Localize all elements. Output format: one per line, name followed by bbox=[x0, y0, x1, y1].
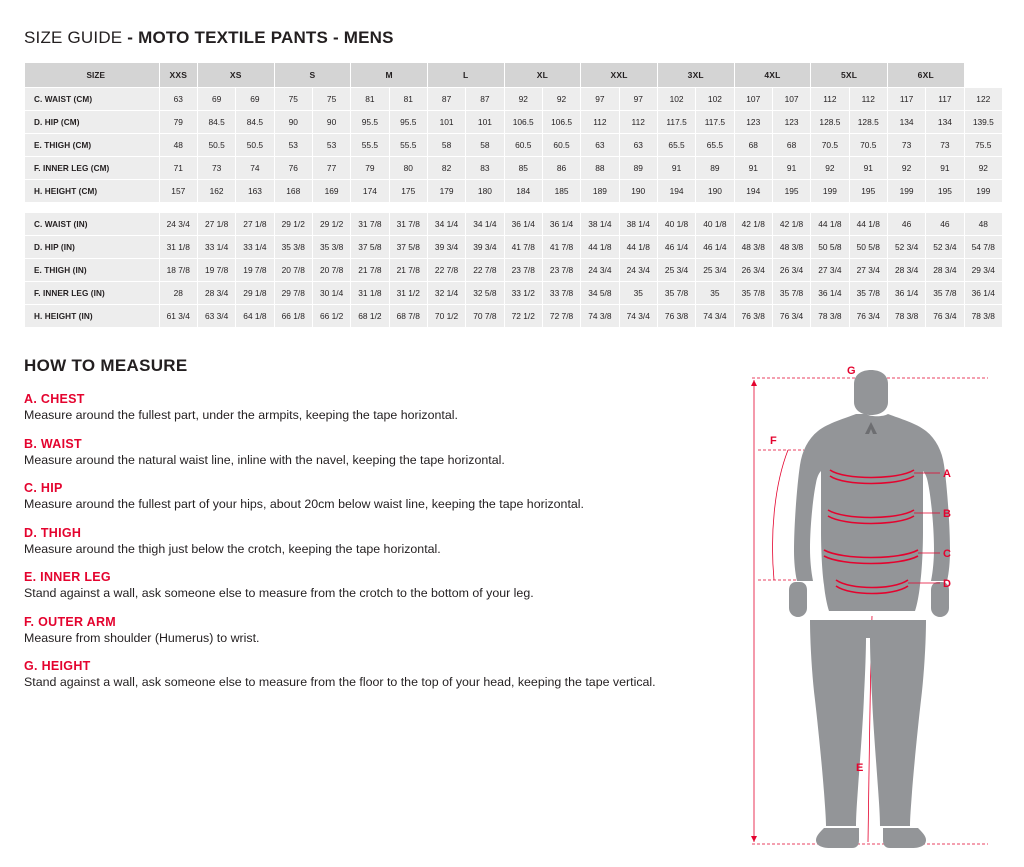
table-cell: 123 bbox=[734, 111, 772, 134]
table-cell: 26 3/4 bbox=[734, 259, 772, 282]
table-cell: 23 7/8 bbox=[504, 259, 542, 282]
table-cell: 73 bbox=[887, 134, 925, 157]
table-cell: 34 1/4 bbox=[466, 213, 504, 236]
table-cell: 35 bbox=[619, 282, 657, 305]
table-size-header: XS bbox=[197, 63, 274, 88]
table-cell: 31 1/8 bbox=[159, 236, 197, 259]
table-cell: 53 bbox=[274, 134, 312, 157]
table-cell: 65.5 bbox=[696, 134, 734, 157]
table-cell: 52 3/4 bbox=[887, 236, 925, 259]
table-cell: 139.5 bbox=[964, 111, 1002, 134]
figure-label-d: D bbox=[943, 578, 951, 590]
table-cell: 48 bbox=[159, 134, 197, 157]
table-cell: 19 7/8 bbox=[197, 259, 235, 282]
table-cell: 35 3/8 bbox=[312, 236, 350, 259]
table-row bbox=[25, 282, 1003, 305]
table-row-header: C. WAIST (CM) bbox=[25, 88, 160, 111]
table-size-header: 4XL bbox=[734, 63, 811, 88]
table-cell: 65.5 bbox=[657, 134, 695, 157]
table-cell: 66 1/8 bbox=[274, 305, 312, 328]
table-cell: 35 bbox=[696, 282, 734, 305]
table-cell: 66 1/2 bbox=[312, 305, 350, 328]
measure-item-title: F. OUTER ARM bbox=[24, 614, 117, 629]
table-cell: 44 1/8 bbox=[849, 213, 887, 236]
table-cell: 85 bbox=[504, 157, 542, 180]
table-row-header: D. HIP (CM) bbox=[25, 111, 160, 134]
figure-label-a: A bbox=[943, 468, 951, 480]
table-cell: 91 bbox=[926, 157, 964, 180]
table-cell: 58 bbox=[427, 134, 465, 157]
table-cell: 21 7/8 bbox=[389, 259, 427, 282]
table-cell: 92 bbox=[887, 157, 925, 180]
table-cell: 68 bbox=[772, 134, 810, 157]
table-cell: 91 bbox=[849, 157, 887, 180]
table-cell: 68 1/2 bbox=[351, 305, 389, 328]
table-cell: 89 bbox=[619, 157, 657, 180]
table-cell: 33 1/4 bbox=[197, 236, 235, 259]
table-cell: 123 bbox=[772, 111, 810, 134]
table-cell: 28 3/4 bbox=[887, 259, 925, 282]
table-cell: 76 3/4 bbox=[926, 305, 964, 328]
table-cell: 162 bbox=[197, 180, 235, 203]
table-cell: 163 bbox=[236, 180, 274, 203]
table-cell: 75 bbox=[312, 88, 350, 111]
table-cell: 86 bbox=[542, 157, 580, 180]
table-cell: 46 bbox=[926, 213, 964, 236]
table-cell: 112 bbox=[811, 88, 849, 111]
figure-label-g: G bbox=[847, 366, 856, 377]
measure-item-description: Measure around the natural waist line, inline with the navel, keeping the tape horizontal. bbox=[24, 452, 505, 467]
table-cell: 134 bbox=[926, 111, 964, 134]
measure-item-title: D. THIGH bbox=[24, 525, 82, 540]
table-cell: 50.5 bbox=[197, 134, 235, 157]
table-cell: 194 bbox=[657, 180, 695, 203]
figure-svg bbox=[744, 366, 1006, 856]
table-cell: 36 1/4 bbox=[542, 213, 580, 236]
table-cell: 76 3/8 bbox=[734, 305, 772, 328]
table-cell: 68 7/8 bbox=[389, 305, 427, 328]
table-row-header: H. HEIGHT (IN) bbox=[25, 305, 160, 328]
table-cell: 44 1/8 bbox=[619, 236, 657, 259]
table-cell: 97 bbox=[581, 88, 619, 111]
table-cell: 83 bbox=[466, 157, 504, 180]
measure-item bbox=[24, 437, 769, 469]
table-cell: 88 bbox=[581, 157, 619, 180]
measure-item-description: Stand against a wall, ask someone else to measure from the floor to the top of your head, keeping the tape vertical. bbox=[24, 675, 656, 689]
table-row-header: D. HIP (IN) bbox=[25, 236, 160, 259]
table-cell: 122 bbox=[964, 88, 1002, 111]
table-cell: 70.5 bbox=[811, 134, 849, 157]
table-row-header: F. INNER LEG (IN) bbox=[25, 282, 160, 305]
table-cell: 174 bbox=[351, 180, 389, 203]
measure-item-title: B. WAIST bbox=[24, 436, 82, 451]
table-cell: 76 3/4 bbox=[849, 305, 887, 328]
table-size-header: L bbox=[427, 63, 504, 88]
table-cell: 24 3/4 bbox=[581, 259, 619, 282]
table-cell: 29 7/8 bbox=[274, 282, 312, 305]
table-cell: 82 bbox=[427, 157, 465, 180]
table-cell: 31 1/8 bbox=[351, 282, 389, 305]
table-cell: 70 1/2 bbox=[427, 305, 465, 328]
table-cell: 106.5 bbox=[542, 111, 580, 134]
table-cell: 72 1/2 bbox=[504, 305, 542, 328]
table-cell: 38 1/4 bbox=[619, 213, 657, 236]
body-silhouette bbox=[789, 370, 950, 848]
table-cell: 69 bbox=[236, 88, 274, 111]
table-size-header: 3XL bbox=[657, 63, 734, 88]
table-cell: 34 5/8 bbox=[581, 282, 619, 305]
table-cell: 35 3/8 bbox=[274, 236, 312, 259]
table-cell: 169 bbox=[312, 180, 350, 203]
table-cell: 39 3/4 bbox=[466, 236, 504, 259]
table-cell: 21 7/8 bbox=[351, 259, 389, 282]
table-cell: 185 bbox=[542, 180, 580, 203]
table-cell: 112 bbox=[849, 88, 887, 111]
table-cell: 64 1/8 bbox=[236, 305, 274, 328]
table-cell: 63 bbox=[159, 88, 197, 111]
table-cell: 199 bbox=[964, 180, 1002, 203]
table-cell: 112 bbox=[581, 111, 619, 134]
table-body bbox=[25, 88, 1003, 328]
table-cell: 33 7/8 bbox=[542, 282, 580, 305]
table-row-header: E. THIGH (CM) bbox=[25, 134, 160, 157]
table-cell: 102 bbox=[696, 88, 734, 111]
table-cell: 44 1/8 bbox=[811, 213, 849, 236]
table-size-header: 6XL bbox=[887, 63, 964, 88]
table-cell: 22 7/8 bbox=[427, 259, 465, 282]
table-cell: 27 3/4 bbox=[849, 259, 887, 282]
table-cell: 24 3/4 bbox=[159, 213, 197, 236]
table-cell: 58 bbox=[466, 134, 504, 157]
table-cell: 60.5 bbox=[504, 134, 542, 157]
table-cell: 40 1/8 bbox=[657, 213, 695, 236]
table-cell: 37 5/8 bbox=[351, 236, 389, 259]
how-to-measure-title: HOW TO MEASURE bbox=[24, 356, 188, 375]
table-cell: 55.5 bbox=[389, 134, 427, 157]
table-cell: 22 7/8 bbox=[466, 259, 504, 282]
table-cell: 33 1/2 bbox=[504, 282, 542, 305]
table-cell: 25 3/4 bbox=[657, 259, 695, 282]
table-cell: 117.5 bbox=[657, 111, 695, 134]
table-cell: 41 7/8 bbox=[542, 236, 580, 259]
table-cell: 29 1/2 bbox=[274, 213, 312, 236]
table-cell: 80 bbox=[389, 157, 427, 180]
table-cell: 40 1/8 bbox=[696, 213, 734, 236]
table-cell: 73 bbox=[926, 134, 964, 157]
measure-item-description: Measure from shoulder (Humerus) to wrist. bbox=[24, 630, 260, 645]
table-cell: 32 1/4 bbox=[427, 282, 465, 305]
table-cell: 53 bbox=[312, 134, 350, 157]
table-cell: 72 7/8 bbox=[542, 305, 580, 328]
table-cell: 36 1/4 bbox=[964, 282, 1002, 305]
measure-item-description: Stand against a wall, ask someone else to measure from the crotch to the bottom of your leg. bbox=[24, 586, 534, 600]
table-cell: 52 3/4 bbox=[926, 236, 964, 259]
table-cell: 175 bbox=[389, 180, 427, 203]
table-cell: 179 bbox=[427, 180, 465, 203]
table-row bbox=[25, 259, 1003, 282]
table-cell: 28 3/4 bbox=[926, 259, 964, 282]
table-cell: 97 bbox=[619, 88, 657, 111]
table-cell: 29 1/2 bbox=[312, 213, 350, 236]
table-cell: 34 1/4 bbox=[427, 213, 465, 236]
table-row-header: H. HEIGHT (CM) bbox=[25, 180, 160, 203]
table-cell: 199 bbox=[887, 180, 925, 203]
page-title bbox=[24, 28, 1002, 48]
figure-label-f: F bbox=[770, 435, 777, 447]
table-cell: 27 3/4 bbox=[811, 259, 849, 282]
table-cell: 117 bbox=[887, 88, 925, 111]
table-cell: 63 3/4 bbox=[197, 305, 235, 328]
table-cell: 195 bbox=[849, 180, 887, 203]
page-title-primary: SIZE GUIDE bbox=[24, 28, 123, 47]
table-corner-header: SIZE bbox=[25, 63, 160, 88]
table-cell: 190 bbox=[619, 180, 657, 203]
how-to-measure-list bbox=[24, 392, 769, 691]
table-cell: 107 bbox=[772, 88, 810, 111]
table-cell: 27 1/8 bbox=[236, 213, 274, 236]
table-cell: 74 3/8 bbox=[581, 305, 619, 328]
table-size-header: 5XL bbox=[811, 63, 888, 88]
table-cell: 55.5 bbox=[351, 134, 389, 157]
measure-item bbox=[24, 570, 769, 602]
table-cell: 48 bbox=[964, 213, 1002, 236]
table-cell: 19 7/8 bbox=[236, 259, 274, 282]
measure-item-title: G. HEIGHT bbox=[24, 659, 91, 673]
table-cell: 195 bbox=[772, 180, 810, 203]
table-cell: 71 bbox=[159, 157, 197, 180]
table-cell: 70 7/8 bbox=[466, 305, 504, 328]
table-cell: 90 bbox=[312, 111, 350, 134]
table-cell: 75.5 bbox=[964, 134, 1002, 157]
table-cell: 28 bbox=[159, 282, 197, 305]
table-cell: 61 3/4 bbox=[159, 305, 197, 328]
table-cell: 102 bbox=[657, 88, 695, 111]
table-size-header: XL bbox=[504, 63, 581, 88]
table-cell: 199 bbox=[811, 180, 849, 203]
table-cell: 29 3/4 bbox=[964, 259, 1002, 282]
figure-label-e: E bbox=[856, 762, 864, 774]
table-cell: 63 bbox=[619, 134, 657, 157]
measure-item-title: C. HIP bbox=[24, 481, 63, 495]
table-cell: 81 bbox=[389, 88, 427, 111]
table-spacer-cell bbox=[25, 203, 1003, 213]
table-row bbox=[25, 180, 1003, 203]
table-cell: 46 1/4 bbox=[657, 236, 695, 259]
table-cell: 48 3/8 bbox=[734, 236, 772, 259]
table-cell: 87 bbox=[466, 88, 504, 111]
table-cell: 190 bbox=[696, 180, 734, 203]
table-cell: 91 bbox=[657, 157, 695, 180]
table-cell: 91 bbox=[772, 157, 810, 180]
table-cell: 46 bbox=[887, 213, 925, 236]
table-cell: 84.5 bbox=[197, 111, 235, 134]
table-head bbox=[25, 63, 1003, 88]
table-cell: 36 1/4 bbox=[811, 282, 849, 305]
measure-item bbox=[24, 659, 769, 691]
table-cell: 87 bbox=[427, 88, 465, 111]
table-cell: 50.5 bbox=[236, 134, 274, 157]
table-cell: 101 bbox=[427, 111, 465, 134]
measure-item-description: Measure around the thigh just below the crotch, keeping the tape horizontal. bbox=[24, 541, 441, 556]
measure-item bbox=[24, 615, 769, 647]
table-size-header: XXL bbox=[581, 63, 658, 88]
table-row bbox=[25, 305, 1003, 328]
measure-item-description: Measure around the fullest part, under the armpits, keeping the tape horizontal. bbox=[24, 408, 458, 422]
table-cell: 26 3/4 bbox=[772, 259, 810, 282]
table-cell: 78 3/8 bbox=[811, 305, 849, 328]
measure-item-title: A. CHEST bbox=[24, 392, 85, 406]
table-cell: 74 3/4 bbox=[696, 305, 734, 328]
table-cell: 95.5 bbox=[351, 111, 389, 134]
table-cell: 28 3/4 bbox=[197, 282, 235, 305]
table-row-header: C. WAIST (IN) bbox=[25, 213, 160, 236]
table-cell: 35 7/8 bbox=[772, 282, 810, 305]
table-cell: 44 1/8 bbox=[581, 236, 619, 259]
table-cell: 42 1/8 bbox=[772, 213, 810, 236]
figure-label-b: B bbox=[943, 508, 951, 520]
table-cell: 112 bbox=[619, 111, 657, 134]
table-cell: 78 3/8 bbox=[964, 305, 1002, 328]
table-cell: 36 1/4 bbox=[887, 282, 925, 305]
table-row bbox=[25, 213, 1003, 236]
table-cell: 29 1/8 bbox=[236, 282, 274, 305]
size-chart-table bbox=[24, 62, 1003, 328]
table-cell: 42 1/8 bbox=[734, 213, 772, 236]
table-cell: 92 bbox=[811, 157, 849, 180]
table-cell: 50 5/8 bbox=[849, 236, 887, 259]
table-cell: 74 3/4 bbox=[619, 305, 657, 328]
table-cell: 39 3/4 bbox=[427, 236, 465, 259]
page-title-secondary: - MOTO TEXTILE PANTS - MENS bbox=[127, 28, 394, 47]
table-cell: 92 bbox=[542, 88, 580, 111]
measure-item bbox=[24, 392, 769, 424]
table-row-header: F. INNER LEG (CM) bbox=[25, 157, 160, 180]
table-cell: 35 7/8 bbox=[734, 282, 772, 305]
table-cell: 117 bbox=[926, 88, 964, 111]
table-cell: 20 7/8 bbox=[312, 259, 350, 282]
table-cell: 76 bbox=[274, 157, 312, 180]
table-cell: 76 3/4 bbox=[772, 305, 810, 328]
table-cell: 46 1/4 bbox=[696, 236, 734, 259]
table-cell: 36 1/4 bbox=[504, 213, 542, 236]
table-cell: 48 3/8 bbox=[772, 236, 810, 259]
table-cell: 24 3/4 bbox=[619, 259, 657, 282]
table-cell: 92 bbox=[504, 88, 542, 111]
table-header-row bbox=[25, 63, 1003, 88]
table-cell: 77 bbox=[312, 157, 350, 180]
table-cell: 78 3/8 bbox=[887, 305, 925, 328]
table-cell: 35 7/8 bbox=[657, 282, 695, 305]
table-cell: 35 7/8 bbox=[849, 282, 887, 305]
table-cell: 68 bbox=[734, 134, 772, 157]
table-cell: 91 bbox=[734, 157, 772, 180]
table-cell: 195 bbox=[926, 180, 964, 203]
table-cell: 18 7/8 bbox=[159, 259, 197, 282]
measure-item-description: Measure around the fullest part of your hips, about 20cm below waist line, keeping the tape horizontal. bbox=[24, 497, 584, 511]
table-size-header: M bbox=[351, 63, 428, 88]
table-cell: 50 5/8 bbox=[811, 236, 849, 259]
table-row bbox=[25, 236, 1003, 259]
table-cell: 38 1/4 bbox=[581, 213, 619, 236]
table-cell: 95.5 bbox=[389, 111, 427, 134]
table-cell: 128.5 bbox=[849, 111, 887, 134]
table-cell: 70.5 bbox=[849, 134, 887, 157]
table-cell: 180 bbox=[466, 180, 504, 203]
measure-item bbox=[24, 526, 769, 558]
table-cell: 54 7/8 bbox=[964, 236, 1002, 259]
table-row-header: E. THIGH (IN) bbox=[25, 259, 160, 282]
table-cell: 31 1/2 bbox=[389, 282, 427, 305]
table-row bbox=[25, 88, 1003, 111]
table-row bbox=[25, 157, 1003, 180]
table-row bbox=[25, 134, 1003, 157]
table-cell: 128.5 bbox=[811, 111, 849, 134]
table-cell: 117.5 bbox=[696, 111, 734, 134]
table-cell: 92 bbox=[964, 157, 1002, 180]
table-cell: 106.5 bbox=[504, 111, 542, 134]
table-cell: 31 7/8 bbox=[389, 213, 427, 236]
table-cell: 168 bbox=[274, 180, 312, 203]
figure-label-c: C bbox=[943, 548, 951, 560]
table-cell: 31 7/8 bbox=[351, 213, 389, 236]
table-cell: 20 7/8 bbox=[274, 259, 312, 282]
table-cell: 23 7/8 bbox=[542, 259, 580, 282]
measurement-figure bbox=[744, 366, 1006, 856]
table-cell: 30 1/4 bbox=[312, 282, 350, 305]
table-cell: 79 bbox=[351, 157, 389, 180]
table-spacer-row bbox=[25, 203, 1003, 213]
table-cell: 101 bbox=[466, 111, 504, 134]
table-cell: 63 bbox=[581, 134, 619, 157]
table-cell: 69 bbox=[197, 88, 235, 111]
table-cell: 32 5/8 bbox=[466, 282, 504, 305]
table-row bbox=[25, 111, 1003, 134]
table-cell: 89 bbox=[696, 157, 734, 180]
table-cell: 84.5 bbox=[236, 111, 274, 134]
table-cell: 33 1/4 bbox=[236, 236, 274, 259]
table-cell: 90 bbox=[274, 111, 312, 134]
table-cell: 27 1/8 bbox=[197, 213, 235, 236]
table-cell: 184 bbox=[504, 180, 542, 203]
table-cell: 37 5/8 bbox=[389, 236, 427, 259]
table-cell: 157 bbox=[159, 180, 197, 203]
table-cell: 134 bbox=[887, 111, 925, 134]
measure-item bbox=[24, 481, 769, 513]
table-cell: 25 3/4 bbox=[696, 259, 734, 282]
table-cell: 35 7/8 bbox=[926, 282, 964, 305]
table-cell: 74 bbox=[236, 157, 274, 180]
table-size-header: XXS bbox=[159, 63, 197, 88]
table-cell: 81 bbox=[351, 88, 389, 111]
table-cell: 75 bbox=[274, 88, 312, 111]
table-cell: 76 3/8 bbox=[657, 305, 695, 328]
table-cell: 73 bbox=[197, 157, 235, 180]
table-cell: 189 bbox=[581, 180, 619, 203]
table-cell: 41 7/8 bbox=[504, 236, 542, 259]
table-size-header: S bbox=[274, 63, 351, 88]
table-cell: 79 bbox=[159, 111, 197, 134]
table-cell: 107 bbox=[734, 88, 772, 111]
table-cell: 60.5 bbox=[542, 134, 580, 157]
measure-item-title: E. INNER LEG bbox=[24, 570, 111, 584]
table-cell: 194 bbox=[734, 180, 772, 203]
